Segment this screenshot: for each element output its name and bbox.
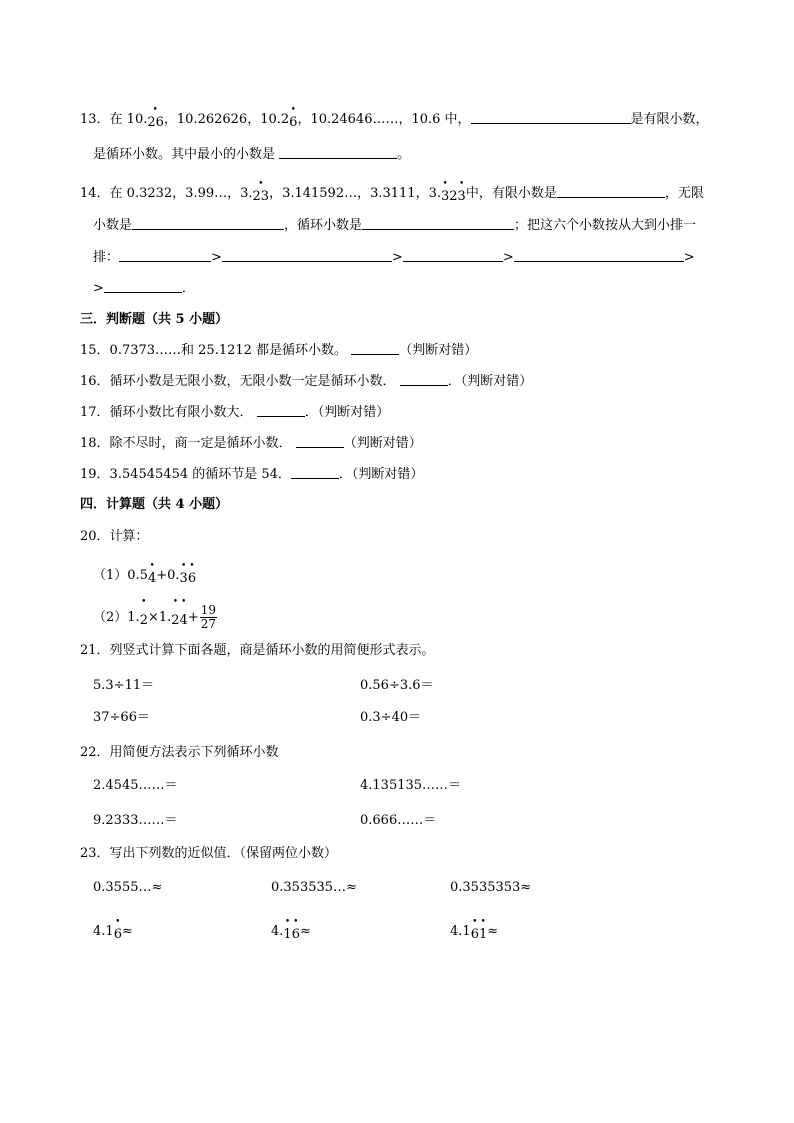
q23-item: 0.3555…≈ <box>93 880 163 895</box>
repeating-digit: • 6 <box>289 105 298 130</box>
q21-title: 21．列竖式计算下面各题，商是循环小数的用简便形式表示。 <box>80 643 435 658</box>
q22-item: 2.4545……＝ <box>93 778 178 793</box>
q17: 17．循环小数比有限小数大． ．（判断对错） <box>80 405 390 420</box>
repeating-digits: • 26 <box>147 105 164 130</box>
q23-item: 4.1 • 6 • 1≈ <box>450 917 499 942</box>
q19: 19．3.54545454 的循环节是 54． ．（判断对错） <box>80 467 424 482</box>
repeating-digits: • 23 <box>252 179 270 204</box>
repeating-digit: • 1 <box>478 917 488 942</box>
answer-blank[interactable] <box>132 217 284 230</box>
repeating-digit: • 3 <box>179 561 188 586</box>
q23-item: 4.1 • 6≈ <box>93 917 133 942</box>
q21-item: 0.56÷3.6＝ <box>360 678 434 693</box>
q21-item: 0.3÷40＝ <box>360 710 422 725</box>
answer-blank[interactable] <box>514 249 684 262</box>
repeating-digit: • 2 <box>139 597 148 628</box>
q16: 16．循环小数是无限小数，无限小数一定是循环小数． ．（判断对错） <box>80 374 533 389</box>
repeating-digit: • 2 <box>171 597 180 628</box>
repeating-digit: • 6 <box>470 917 479 942</box>
section-heading-calculation: 四．计算题（共 4 小题） <box>80 497 229 512</box>
q22-item: 0.666……＝ <box>360 813 437 828</box>
q13-text: 13．在 10. <box>80 112 148 127</box>
fraction: $\frac{19}{27}$ <box>200 603 217 631</box>
answer-blank[interactable] <box>471 111 631 124</box>
q13-line1: 13．在 10. • 26，10.262626，10.2 • 6，10.24646……，10.6 中， 是有限小数， <box>80 105 709 130</box>
q20-part1: （1）0.5 • 4+0. • 3 • 6 <box>93 561 197 586</box>
q22-title: 22．用简便方法表示下列循环小数 <box>80 745 279 760</box>
q23-title: 23．写出下列数的近似值．（保留两位小数） <box>80 846 338 861</box>
answer-blank[interactable] <box>296 435 344 448</box>
q21-item: 37÷66＝ <box>93 710 150 725</box>
answer-blank[interactable] <box>291 466 339 479</box>
q20-title: 20．计算： <box>80 529 149 544</box>
repeating-digit: • 4 <box>179 597 188 628</box>
q21-item: 5.3÷11＝ <box>93 678 155 693</box>
q14-line2: 小数是 ，循环小数是 ；把这六个小数按从大到小排一 <box>93 218 697 233</box>
q23-item: 0.3535353≈ <box>450 880 532 895</box>
answer-blank[interactable] <box>104 280 182 293</box>
q23-item: 4. • 1 • 6≈ <box>271 917 311 942</box>
answer-blank[interactable] <box>403 249 503 262</box>
q15: 15．0.7373……和 25.1212 都是循环小数。 （判断对错） <box>80 343 478 358</box>
answer-blank[interactable] <box>279 146 397 159</box>
answer-blank[interactable] <box>119 249 211 262</box>
repeating-digit: • 3 <box>440 179 450 204</box>
q22-item: 4.135135……＝ <box>360 778 462 793</box>
answer-blank[interactable] <box>557 185 665 198</box>
repeating-digit: • 6 <box>113 917 122 942</box>
answer-blank[interactable] <box>362 217 514 230</box>
answer-blank[interactable] <box>400 373 448 386</box>
q18: 18．除不尽时，商一定是循环小数． （判断对错） <box>80 436 422 451</box>
q14-line1: 14．在 0.3232，3.99…，3. • 23，3.141592…，3.3111，3. • 32 • 3中，有限小数是 ，无限 <box>80 179 704 204</box>
q20-part2: （2）1. • 2×1. • 2 • 4+ $\frac{19}{27}$ <box>93 604 218 635</box>
q22-item: 9.2333……＝ <box>93 813 178 828</box>
repeating-digit: • 3 <box>457 179 466 204</box>
repeating-digit: • 1 <box>283 917 292 942</box>
q13-line2: 是循环小数。其中最小的小数是 。 <box>93 147 411 162</box>
q14-line3: 排： > > > > <box>93 250 695 265</box>
repeating-digit: • 6 <box>187 561 197 586</box>
q14-line4: > ． <box>93 281 195 296</box>
q23-item: 0.353535…≈ <box>271 880 357 895</box>
answer-blank[interactable] <box>351 342 399 355</box>
answer-blank[interactable] <box>257 404 305 417</box>
answer-blank[interactable] <box>222 249 392 262</box>
section-heading-judgement: 三．判断题（共 5 小题） <box>80 312 229 327</box>
repeating-digit: • 4 <box>147 561 157 586</box>
repeating-digit: • 6 <box>291 917 300 942</box>
